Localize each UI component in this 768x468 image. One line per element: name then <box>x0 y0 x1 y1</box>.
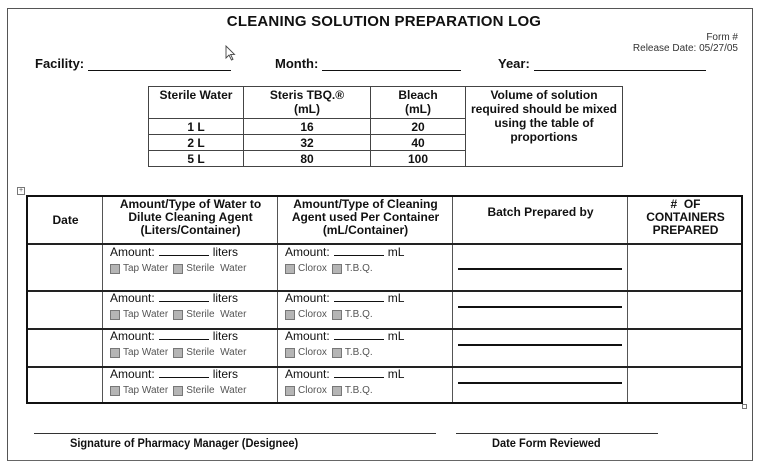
date-reviewed-line[interactable] <box>456 433 658 434</box>
header-date: Date <box>52 213 79 227</box>
sterile-water-label: Sterile Water <box>186 385 247 396</box>
manager-signature-line[interactable] <box>34 433 436 434</box>
batch-prepared-by-input[interactable] <box>458 344 622 346</box>
agent-amount-field[interactable]: Amount: mL <box>285 245 405 259</box>
sterile-water-label: Sterile Water <box>186 347 247 358</box>
agent-amount-input[interactable] <box>334 330 384 340</box>
month-label: Month: <box>275 56 319 71</box>
agent-amount-field[interactable]: Amount: mL <box>285 291 405 305</box>
tap-water-label: Tap Water <box>123 309 169 320</box>
facility-field[interactable] <box>35 56 231 71</box>
water-amount-field[interactable]: Amount: liters <box>110 291 239 305</box>
clorox-label: Clorox <box>298 347 327 358</box>
tap-water-label: Tap Water <box>123 263 169 274</box>
proportions-table <box>148 86 623 167</box>
agent-type-options <box>285 309 378 320</box>
batch-prepared-by-input[interactable] <box>458 382 622 384</box>
clorox-label: Clorox <box>298 309 327 320</box>
tbq-label: T.B.Q. <box>344 309 373 320</box>
clorox-checkbox[interactable] <box>285 386 295 396</box>
header-batch: Batch Prepared by <box>487 205 594 219</box>
tap-water-checkbox[interactable] <box>110 348 120 358</box>
month-field[interactable] <box>275 56 461 71</box>
tap-water-checkbox[interactable] <box>110 386 120 396</box>
year-input[interactable] <box>534 58 706 71</box>
release-date: Release Date: 05/27/05 <box>632 43 738 54</box>
water-type-options <box>110 347 251 358</box>
water-amount-input[interactable] <box>159 368 209 378</box>
tap-water-label: Tap Water <box>123 385 169 396</box>
prop-cell: 32 <box>244 135 371 151</box>
agent-type-options <box>285 263 378 274</box>
tbq-checkbox[interactable] <box>332 310 342 320</box>
mouse-pointer-icon <box>225 45 237 61</box>
prop-cell: 40 <box>371 135 466 151</box>
prop-cell: 1 L <box>149 119 244 135</box>
prop-header-bleach: Bleach (mL) <box>371 87 466 119</box>
facility-input[interactable] <box>88 58 231 71</box>
month-input[interactable] <box>322 58 461 71</box>
prop-header-tbq: Steris TBQ.® (mL) <box>244 87 371 119</box>
header-water: Amount/Type of Water to Dilute Cleaning Agent (Liters/Container) <box>119 197 262 237</box>
water-amount-input[interactable] <box>159 330 209 340</box>
log-table <box>26 195 743 404</box>
agent-type-options <box>285 347 378 358</box>
prop-cell: 80 <box>244 151 371 167</box>
sterile-water-checkbox[interactable] <box>173 386 183 396</box>
table-resize-handle-icon[interactable] <box>742 404 747 409</box>
agent-amount-input[interactable] <box>334 292 384 302</box>
clorox-label: Clorox <box>298 263 327 274</box>
clorox-checkbox[interactable] <box>285 348 295 358</box>
water-type-options <box>110 385 251 396</box>
sterile-water-checkbox[interactable] <box>173 310 183 320</box>
agent-amount-input[interactable] <box>334 246 384 256</box>
tbq-label: T.B.Q. <box>344 385 373 396</box>
tap-water-label: Tap Water <box>123 347 169 358</box>
tbq-checkbox[interactable] <box>332 386 342 396</box>
prop-cell: 20 <box>371 119 466 135</box>
clorox-checkbox[interactable] <box>285 310 295 320</box>
sterile-water-label: Sterile Water <box>186 309 247 320</box>
year-label: Year: <box>498 56 530 71</box>
header-containers: # OF CONTAINERS PREPARED <box>646 197 725 237</box>
sterile-water-checkbox[interactable] <box>173 348 183 358</box>
manager-signature-label: Signature of Pharmacy Manager (Designee) <box>70 436 299 450</box>
form-title: CLEANING SOLUTION PREPARATION LOG <box>226 13 542 30</box>
tap-water-checkbox[interactable] <box>110 264 120 274</box>
water-amount-input[interactable] <box>159 246 209 256</box>
header-agent: Amount/Type of Cleaning Agent used Per Container (mL/Container) <box>291 197 440 237</box>
tbq-checkbox[interactable] <box>332 264 342 274</box>
table-move-handle-icon[interactable]: + <box>18 187 24 194</box>
prop-cell: 16 <box>244 119 371 135</box>
water-amount-field[interactable]: Amount: liters <box>110 367 239 381</box>
facility-label: Facility: <box>35 56 85 71</box>
form-number-label: Form # <box>706 32 738 43</box>
sterile-water-checkbox[interactable] <box>173 264 183 274</box>
agent-type-options <box>285 385 378 396</box>
prop-cell: 2 L <box>149 135 244 151</box>
clorox-checkbox[interactable] <box>285 264 295 274</box>
form-meta <box>633 32 738 54</box>
clorox-label: Clorox <box>298 385 327 396</box>
tbq-checkbox[interactable] <box>332 348 342 358</box>
proportions-note: Volume of solution required should be mixed using the table of proportions <box>466 87 623 167</box>
year-field[interactable] <box>498 56 706 71</box>
water-amount-field[interactable]: Amount: liters <box>110 245 239 259</box>
agent-amount-input[interactable] <box>334 368 384 378</box>
tbq-label: T.B.Q. <box>344 347 373 358</box>
tap-water-checkbox[interactable] <box>110 310 120 320</box>
water-type-options <box>110 263 251 274</box>
prop-header-water: Sterile Water <box>149 87 244 119</box>
tbq-label: T.B.Q. <box>344 263 373 274</box>
sterile-water-label: Sterile Water <box>186 263 247 274</box>
water-amount-input[interactable] <box>159 292 209 302</box>
agent-amount-field[interactable]: Amount: mL <box>285 367 405 381</box>
water-type-options <box>110 309 251 320</box>
date-reviewed-label: Date Form Reviewed <box>492 436 601 450</box>
prop-cell: 100 <box>371 151 466 167</box>
water-amount-field[interactable]: Amount: liters <box>110 329 239 343</box>
batch-prepared-by-input[interactable] <box>458 268 622 270</box>
batch-prepared-by-input[interactable] <box>458 306 622 308</box>
prop-cell: 5 L <box>149 151 244 167</box>
agent-amount-field[interactable]: Amount: mL <box>285 329 405 343</box>
